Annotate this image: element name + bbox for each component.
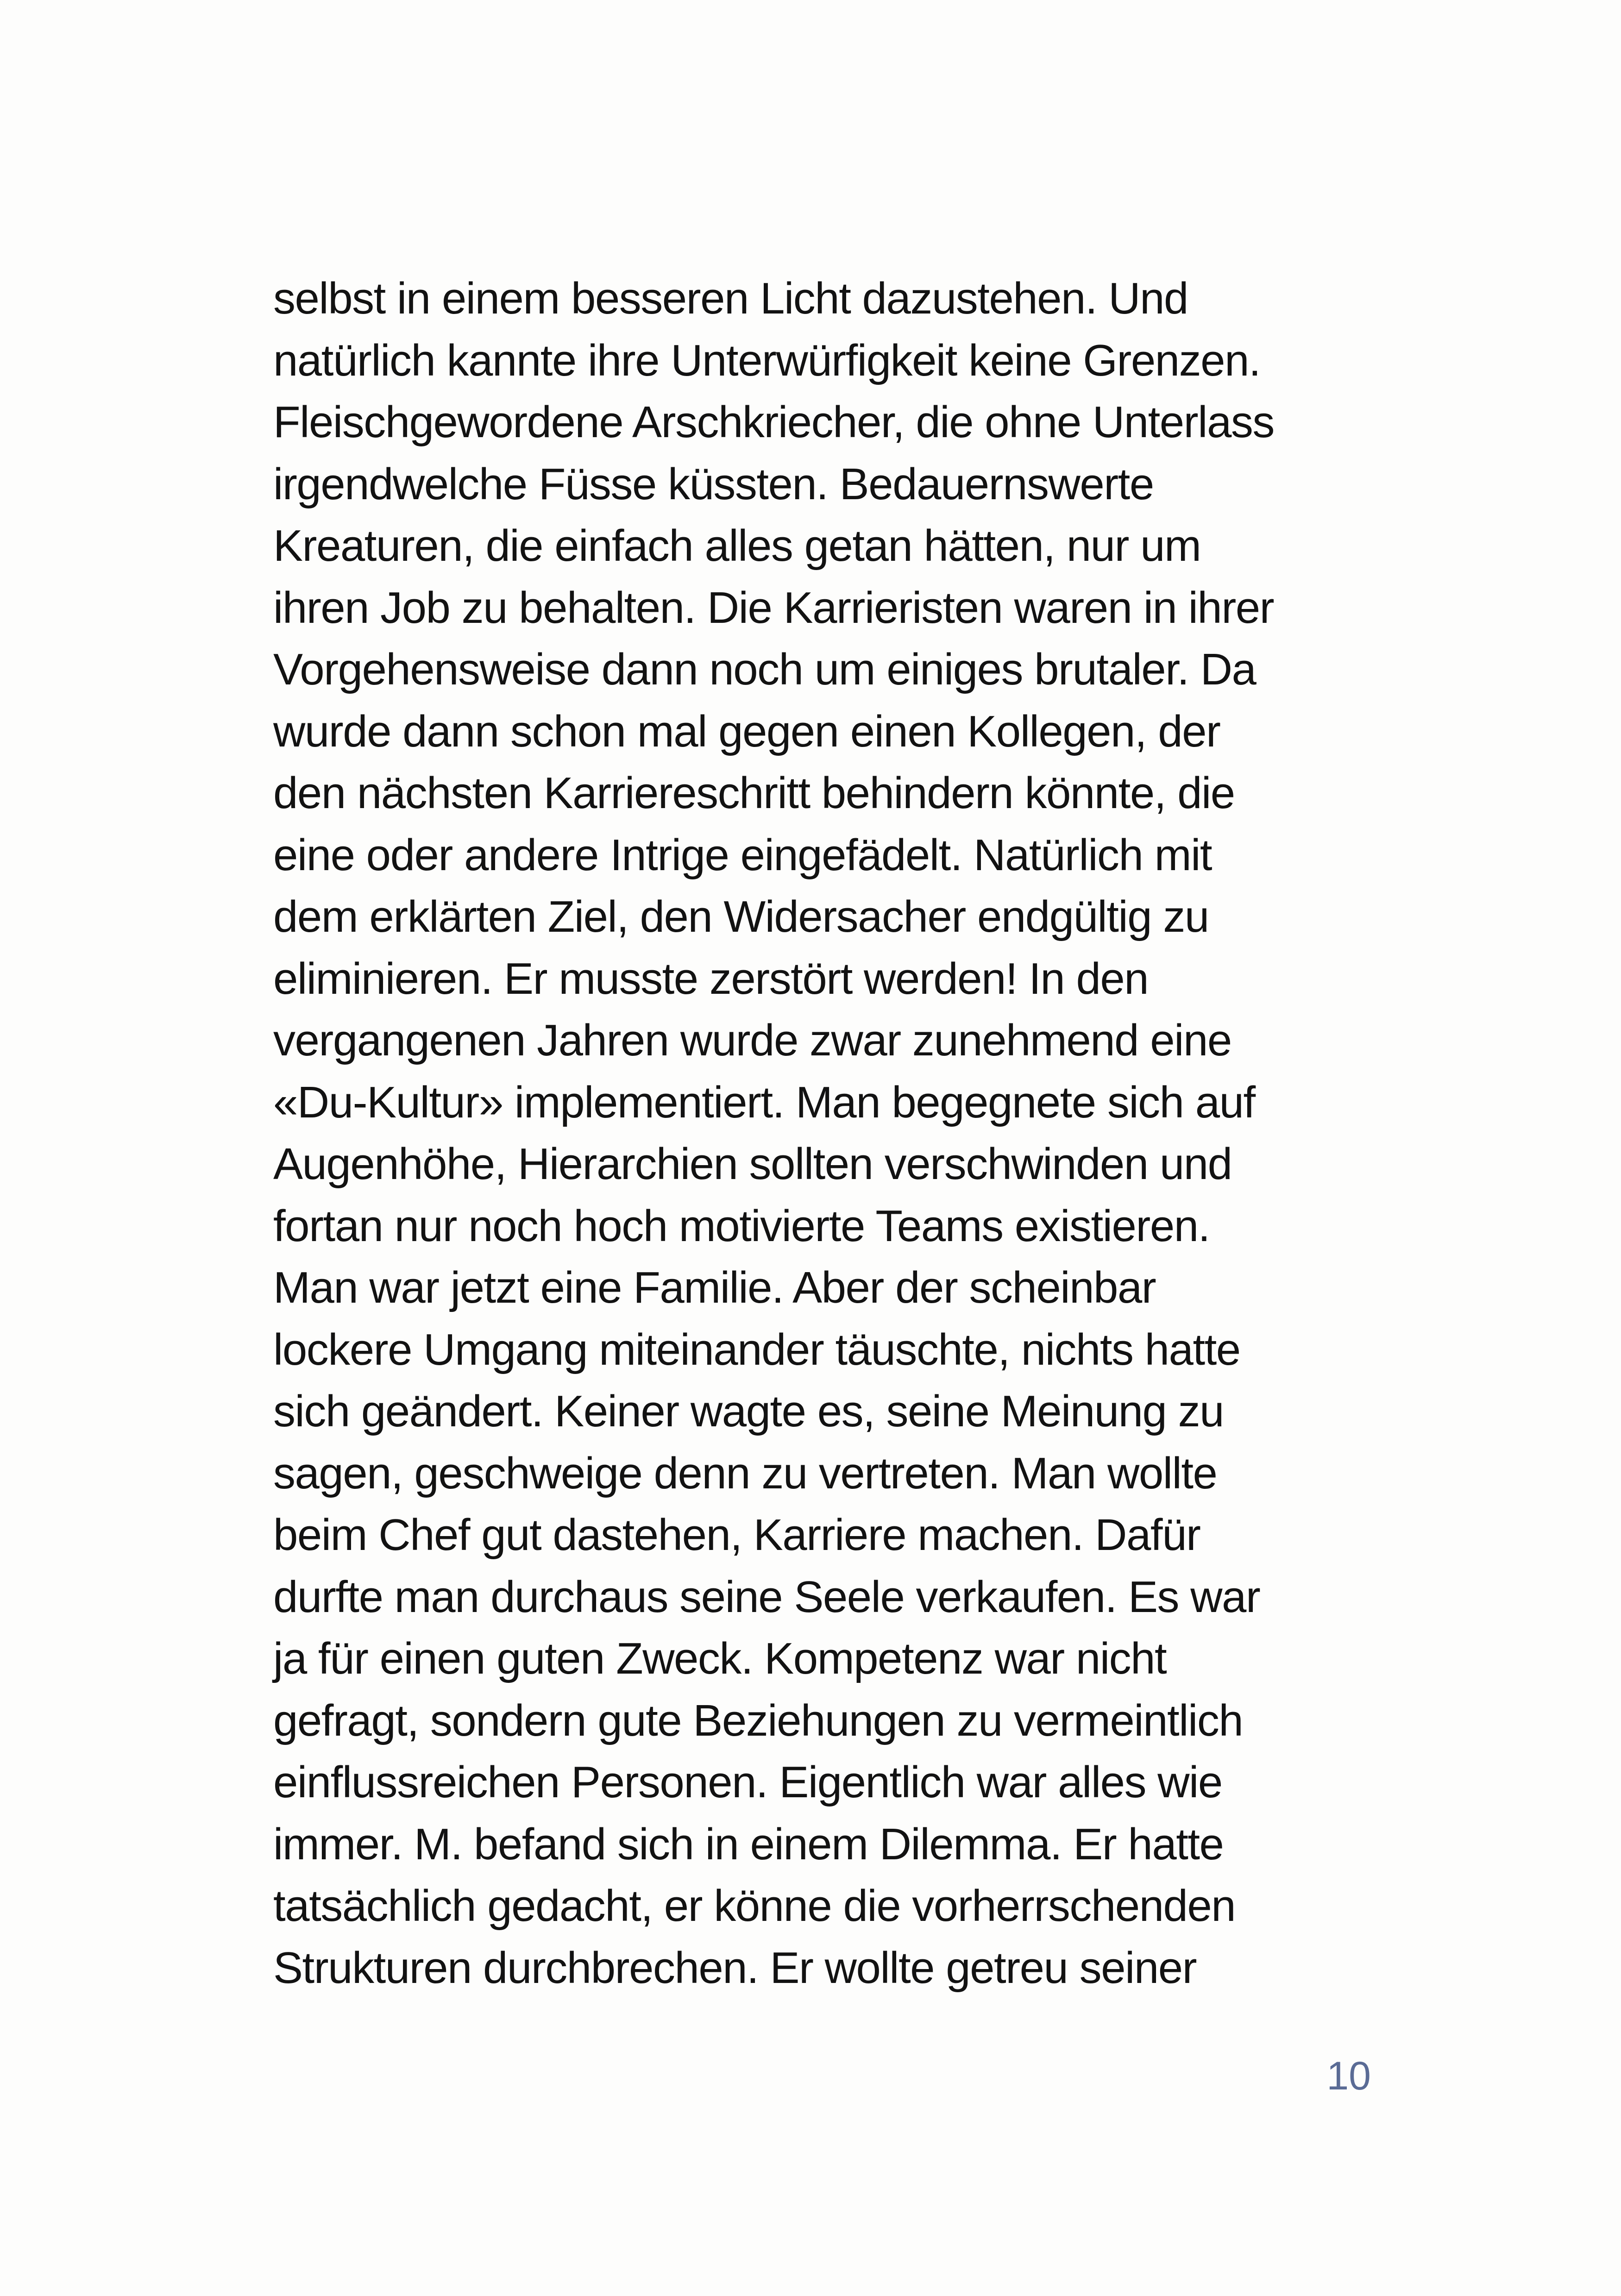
- text-line: eliminieren. Er musste zerstört werden! In den: [273, 954, 1149, 1004]
- text-line: Augenhöhe, Hierarchien sollten verschwinden und: [273, 1139, 1232, 1189]
- text-line: einflussreichen Personen. Eigentlich war alles wie: [273, 1757, 1222, 1807]
- text-line: wurde dann schon mal gegen einen Kollegen, der: [273, 706, 1220, 756]
- text-line: sich geändert. Keiner wagte es, seine Meinung zu: [273, 1386, 1224, 1436]
- text-line: ihren Job zu behalten. Die Karrieristen waren in ihrer: [273, 583, 1274, 633]
- text-line: lockere Umgang miteinander täuschte, nichts hatte: [273, 1324, 1240, 1374]
- text-line: den nächsten Karriereschritt behindern könnte, die: [273, 768, 1235, 818]
- text-line: sagen, geschweige denn zu vertreten. Man wollte: [273, 1448, 1217, 1498]
- text-line: eine oder andere Intrige eingefädelt. Natürlich mit: [273, 830, 1212, 880]
- text-line: Fleischgewordene Arschkriecher, die ohne Unterlass: [273, 397, 1274, 447]
- body-text: [273, 268, 1385, 1999]
- text-line: beim Chef gut dastehen, Karriere machen. Dafür: [273, 1510, 1200, 1560]
- text-line: gefragt, sondern gute Beziehungen zu vermeintlich: [273, 1695, 1243, 1745]
- page-number: 10: [1326, 2054, 1371, 2098]
- text-line: tatsächlich gedacht, er könne die vorherrschenden: [273, 1881, 1236, 1931]
- text-line: «Du-Kultur» implementiert. Man begegnete sich auf: [273, 1077, 1255, 1127]
- text-line: durfte man durchaus seine Seele verkaufen. Es war: [273, 1572, 1260, 1622]
- text-line: ja für einen guten Zweck. Kompetenz war nicht: [273, 1634, 1167, 1683]
- text-line: selbst in einem besseren Licht dazustehen. Und: [273, 274, 1188, 323]
- text-line: irgendwelche Füsse küssten. Bedauernswerte: [273, 459, 1154, 509]
- text-line: vergangenen Jahren wurde zwar zunehmend eine: [273, 1016, 1231, 1065]
- text-line: Vorgehensweise dann noch um einiges brutaler. Da: [273, 645, 1256, 694]
- text-line: natürlich kannte ihre Unterwürfigkeit keine Grenzen.: [273, 335, 1261, 385]
- text-line: Man war jetzt eine Familie. Aber der scheinbar: [273, 1263, 1156, 1312]
- text-line: Kreaturen, die einfach alles getan hätten, nur um: [273, 521, 1201, 571]
- text-line: dem erklärten Ziel, den Widersacher endgültig zu: [273, 892, 1209, 941]
- text-line: immer. M. befand sich in einem Dilemma. Er hatte: [273, 1819, 1224, 1869]
- text-line: fortan nur noch hoch motivierte Teams existieren.: [273, 1201, 1210, 1251]
- text-line: Strukturen durchbrechen. Er wollte getreu seiner: [273, 1943, 1197, 1993]
